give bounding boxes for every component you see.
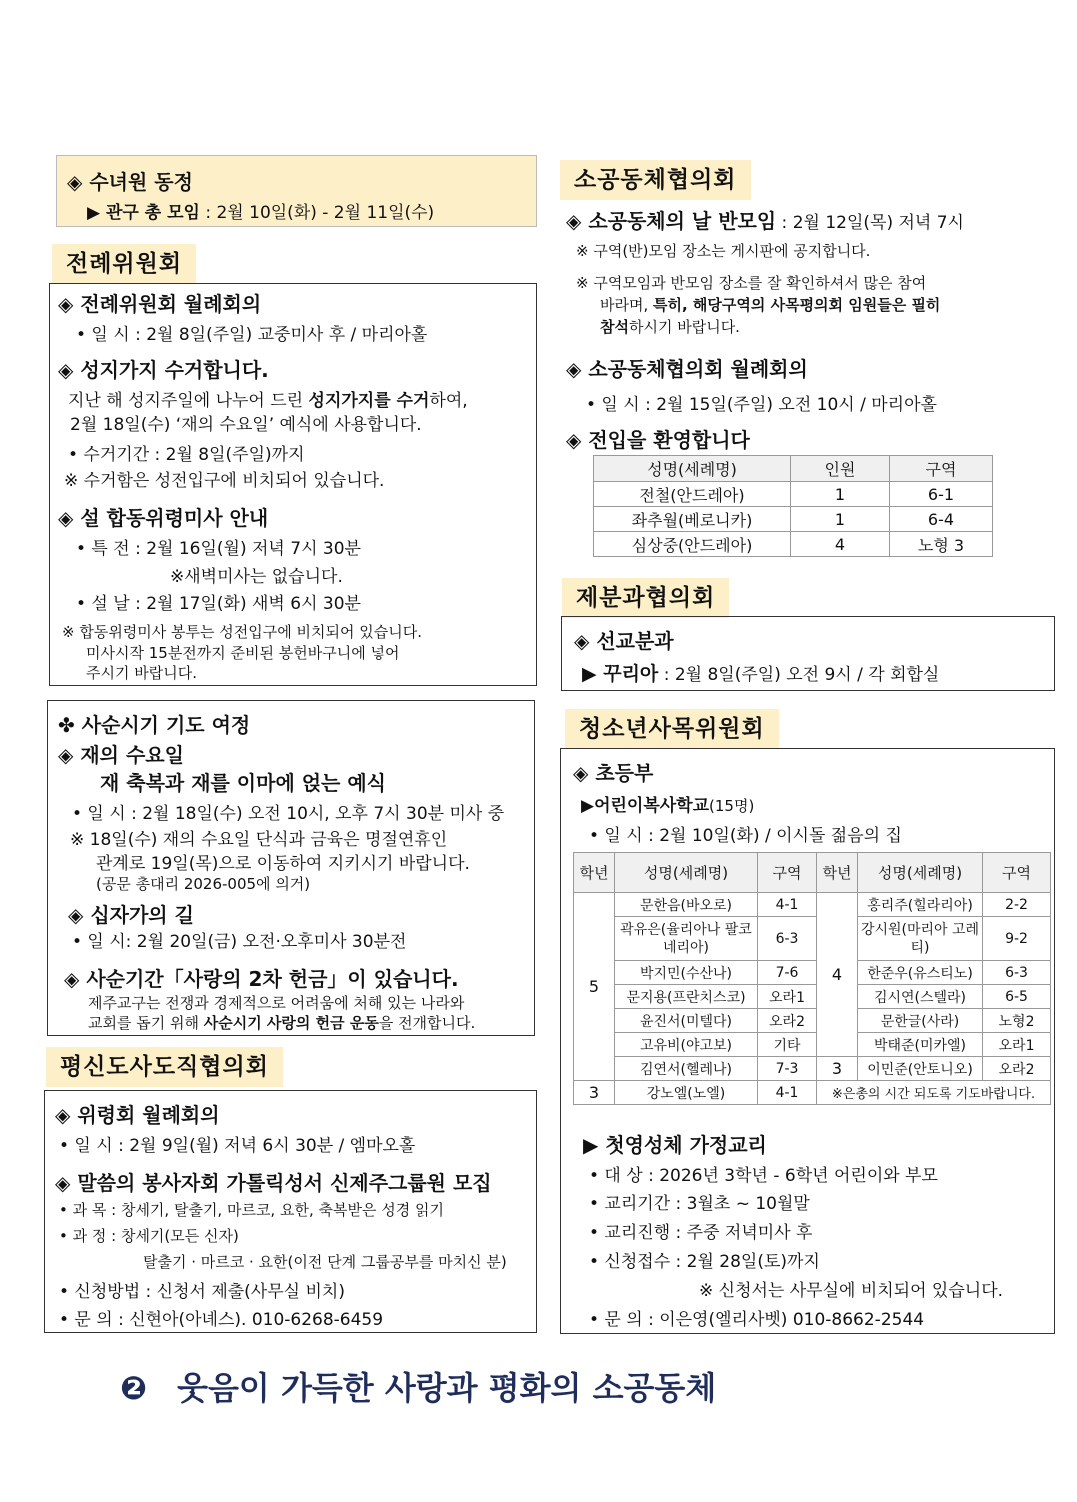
welcome-table [593,455,993,557]
community-l4-a: 참석 [600,318,629,336]
altar-area: 7-6 [758,961,817,985]
altar-area: 6-3 [758,917,817,961]
mission-l1-a: ▶ 꾸리아 [582,663,659,685]
lent-l2: ※ 18일(수) 재의 수요일 단식과 금육은 명절연휴인 [70,830,448,850]
pyeongsin-h1: ◈ 위령회 월례회의 [55,1103,220,1127]
lent-l7-b: 사순시기 사랑의 헌금 운동 [203,1014,379,1032]
altar-note: ※은총의 시간 되도록 기도바랍니다. [817,1081,1051,1105]
nuns-box [56,155,537,227]
nuns-title: ◈ 수녀원 동정 [67,170,193,194]
youth-l4: • 교리진행 : 주중 저녁미사 후 [589,1223,813,1243]
table-row [574,1009,1051,1033]
table-row [594,532,993,557]
community-l2: ※ 구역모임과 반모임 장소를 잘 확인하셔서 많은 참여 [576,274,927,292]
liturgy-l1: • 일 시 : 2월 8일(주일) 교중미사 후 / 마리아홀 [76,325,428,345]
liturgy-h2: ◈ 성지가지 수거합니다. [58,358,269,382]
lent-l6: 제주교구는 전쟁과 경제적으로 어려움에 처해 있는 나라와 [88,994,465,1012]
lent-h3: 재 축복과 재를 이마에 얹는 예식 [100,771,386,795]
altar-area: 노형2 [983,1009,1051,1033]
mission-h1: ◈ 선교분과 [574,629,674,653]
altar-header: 학년 [574,853,615,893]
community-h2: ◈ 소공동체협의회 월례회의 [566,357,808,381]
youth-l2: • 대 상 : 2026년 3학년 - 6학년 어린이와 부모 [589,1166,938,1186]
altar-name: 문지용(프란치스코) [615,985,758,1009]
table-row [574,1033,1051,1057]
welcome-area: 6-4 [890,507,993,532]
lent-l1: • 일 시 : 2월 18일(수) 오전 10시, 오후 7시 30분 미사 중 [72,804,505,824]
pyeongsin-l2: • 과 목 : 창세기, 탈출기, 마르코, 요한, 축복받은 성경 읽기 [59,1201,444,1219]
altar-grade: 4 [817,893,858,1057]
youth-tag: 청소년사목위원회 [565,709,779,749]
altar-header: 구역 [983,853,1051,893]
table-row [594,507,993,532]
community-h1-a: ◈ 소공동체의 날 반모임 [566,209,777,233]
welcome-name: 전철(안드레아) [594,482,791,507]
liturgy-box [49,283,537,686]
liturgy-tag: 전례위원회 [52,244,196,284]
mission-l1 [582,659,939,686]
youth-h2 [581,791,754,816]
altar-area: 4-1 [758,893,817,917]
community-tag: 소공동체협의회 [560,160,751,200]
community-l1: ※ 구역(반)모임 장소는 게시판에 공지합니다. [576,242,871,260]
lent-l7-c: 을 전개합니다. [378,1014,476,1032]
youth-l6: ※ 신청서는 사무실에 비치되어 있습니다. [699,1281,1004,1301]
altar-name: 강노엘(노엘) [615,1081,758,1105]
community-l3-a: 바라며, [600,296,654,314]
altar-area: 2-2 [983,893,1051,917]
youth-h2-a: ▶어린이복사학교 [581,796,710,816]
liturgy-p2: 2월 18일(수) ‘재의 수요일’ 예식에 사용합니다. [70,415,422,435]
lent-h4: ◈ 십자가의 길 [68,903,194,927]
altar-area: 9-2 [983,917,1051,961]
community-h1 [566,205,964,234]
welcome-count: 1 [791,482,890,507]
footer [120,1363,716,1409]
lent-l7-a: 교회를 돕기 위해 [88,1014,204,1032]
altar-grade: 3 [574,1081,615,1105]
altar-grade: 5 [574,893,615,1081]
youth-h1: ◈ 초등부 [573,761,654,785]
altar-area: 기타 [758,1033,817,1057]
pyeongsin-l6: • 문 의 : 신현아(아녜스). 010-6268-6459 [59,1310,384,1330]
welcome-name: 좌추월(베로니카) [594,507,791,532]
lent-h1: ✤ 사순시기 기도 여정 [58,713,251,737]
altar-area: 6-5 [983,985,1051,1009]
welcome-area: 6-1 [890,482,993,507]
youth-box [560,748,1055,1334]
liturgy-p1 [68,386,468,411]
liturgy-l2: • 수거기간 : 2월 8일(주일)까지 [68,445,305,465]
pyeongsin-h2: ◈ 말씀의 봉사자회 가톨릭성서 신제주그룹원 모집 [55,1171,492,1195]
community-l4 [600,316,740,337]
altar-grade: 3 [817,1057,858,1081]
liturgy-h1: ◈ 전례위원회 월례회의 [58,292,262,316]
liturgy-n2: 미사시작 15분전까지 준비된 봉헌바구니에 넣어 [86,644,400,662]
altar-name: 이민준(안토니오) [858,1057,983,1081]
footer-slogan: 웃음이 가득한 사랑과 평화의 소공동체 [177,1369,717,1407]
liturgy-n1: ※ 합동위령미사 봉투는 성전입구에 비치되어 있습니다. [62,623,422,641]
liturgy-l6: • 설 날 : 2월 17일(화) 새벽 6시 30분 [76,594,361,614]
liturgy-h3: ◈ 설 합동위령미사 안내 [58,506,269,530]
youth-l1: • 일 시 : 2월 10일(화) / 이시돌 젊음의 집 [589,826,902,846]
pyeongsin-l1: • 일 시 : 2월 9일(월) 저녁 6시 30분 / 엠마오홀 [59,1136,416,1156]
mission-l1-b: : 2월 8일(주일) 오전 9시 / 각 회합실 [658,665,940,685]
pyeongsin-l3: • 과 정 : 창세기(모든 신자) [59,1227,239,1245]
altar-area: 7-3 [758,1057,817,1081]
youth-h3: ▶ 첫영성체 가정교리 [583,1133,767,1157]
table-row [574,1081,1051,1105]
altar-header: 성명(세례명) [858,853,983,893]
altar-area: 6-3 [983,961,1051,985]
altar-area: 4-1 [758,1081,817,1105]
community-h1-b: : 2월 12일(목) 저녁 7시 [776,213,964,233]
altar-area: 오라1 [983,1033,1051,1057]
pyeongsin-box [44,1090,537,1333]
altar-header: 성명(세례명) [615,853,758,893]
liturgy-p1-c: 하여, [429,391,468,411]
table-row [574,1057,1051,1081]
welcome-header: 인원 [791,456,890,482]
lent-l4: (공문 총대리 2026-005에 의거) [96,875,311,893]
altar-name: 한준우(유스티노) [858,961,983,985]
nuns-line [87,198,434,223]
altar-name: 문한음(바오로) [615,893,758,917]
youth-h2-b: (15명) [709,797,755,815]
liturgy-p1-b: 성지가지를 수거 [308,391,430,411]
liturgy-l4: • 특 전 : 2월 16일(월) 저녁 7시 30분 [76,539,361,559]
lent-h5: ◈ 사순기간「사랑의 2차 헌금」이 있습니다. [64,967,459,991]
welcome-area: 노형 3 [890,532,993,557]
liturgy-p1-a: 지난 해 성지주일에 나누어 드린 [68,391,309,411]
lent-l5: • 일 시: 2월 20일(금) 오전·오후미사 30분전 [72,932,407,952]
altar-header: 학년 [817,853,858,893]
nuns-line-text: : 2월 10일(화) - 2월 11일(수) [199,203,435,223]
table-row [574,985,1051,1009]
youth-l5: • 신청접수 : 2월 28일(토)까지 [589,1252,820,1272]
community-l5: • 일 시 : 2월 15일(주일) 오전 10시 / 마리아홀 [586,395,937,415]
pyeongsin-tag: 평신도사도직협의회 [46,1047,283,1087]
lent-l3: 관계로 19일(목)으로 이동하여 지키시기 바랍니다. [96,854,470,874]
altar-header: 구역 [758,853,817,893]
liturgy-l5: ※새벽미사는 없습니다. [170,567,343,587]
nuns-line-label: ▶ 관구 총 모임 [87,203,200,223]
community-l3 [600,294,940,315]
welcome-name: 심상중(안드레아) [594,532,791,557]
altar-name: 윤진서(미텔다) [615,1009,758,1033]
altar-name: 박태준(미카엘) [858,1033,983,1057]
table-row [574,917,1051,961]
table-row [594,482,993,507]
pyeongsin-l5: • 신청방법 : 신청서 제출(사무실 비치) [59,1282,345,1302]
youth-l7: • 문 의 : 이은영(엘리사벳) 010-8662-2544 [589,1310,925,1330]
table-row [574,961,1051,985]
community-h3: ◈ 전입을 환영합니다 [566,428,750,452]
lent-l7 [88,1012,475,1033]
altar-area: 오라2 [758,1009,817,1033]
pyeongsin-l4: 탈출기 · 마르코 · 요한(이전 단계 그룹공부를 마치신 분) [143,1253,507,1271]
altar-area: 오라2 [983,1057,1051,1081]
altar-name: 강시원(마리아 고레티) [858,917,983,961]
mission-box [561,616,1055,691]
altar-name: 홍리주(힐라리아) [858,893,983,917]
altar-area: 오라1 [758,985,817,1009]
community-l4-b: 하시기 바랍니다. [628,318,740,336]
table-row [574,893,1051,917]
altar-name: 박지민(수산나) [615,961,758,985]
community-l3-b: 특히, 해당구역의 사목평의회 임원들은 필히 [653,296,941,314]
welcome-header: 성명(세례명) [594,456,791,482]
liturgy-n3: 주시기 바랍니다. [86,664,197,682]
lent-box [47,700,535,1036]
altar-name: 김연서(헬레나) [615,1057,758,1081]
welcome-count: 1 [791,507,890,532]
altar-name: 문한글(사라) [858,1009,983,1033]
altar-name: 곽유은(율리아나 팔코네리아) [615,917,758,961]
welcome-count: 4 [791,532,890,557]
altar-school-table [573,852,1051,1105]
lent-h2: ◈ 재의 수요일 [58,743,184,767]
altar-name: 고유비(야고보) [615,1033,758,1057]
liturgy-l3: ※ 수거함은 성전입구에 비치되어 있습니다. [64,471,385,491]
youth-l3: • 교리기간 : 3월초 ~ 10월말 [589,1194,810,1214]
mission-tag: 제분과협의회 [562,578,729,618]
welcome-header: 구역 [890,456,993,482]
altar-name: 김시연(스텔라) [858,985,983,1009]
footer-number-icon: ❷ [120,1369,148,1407]
